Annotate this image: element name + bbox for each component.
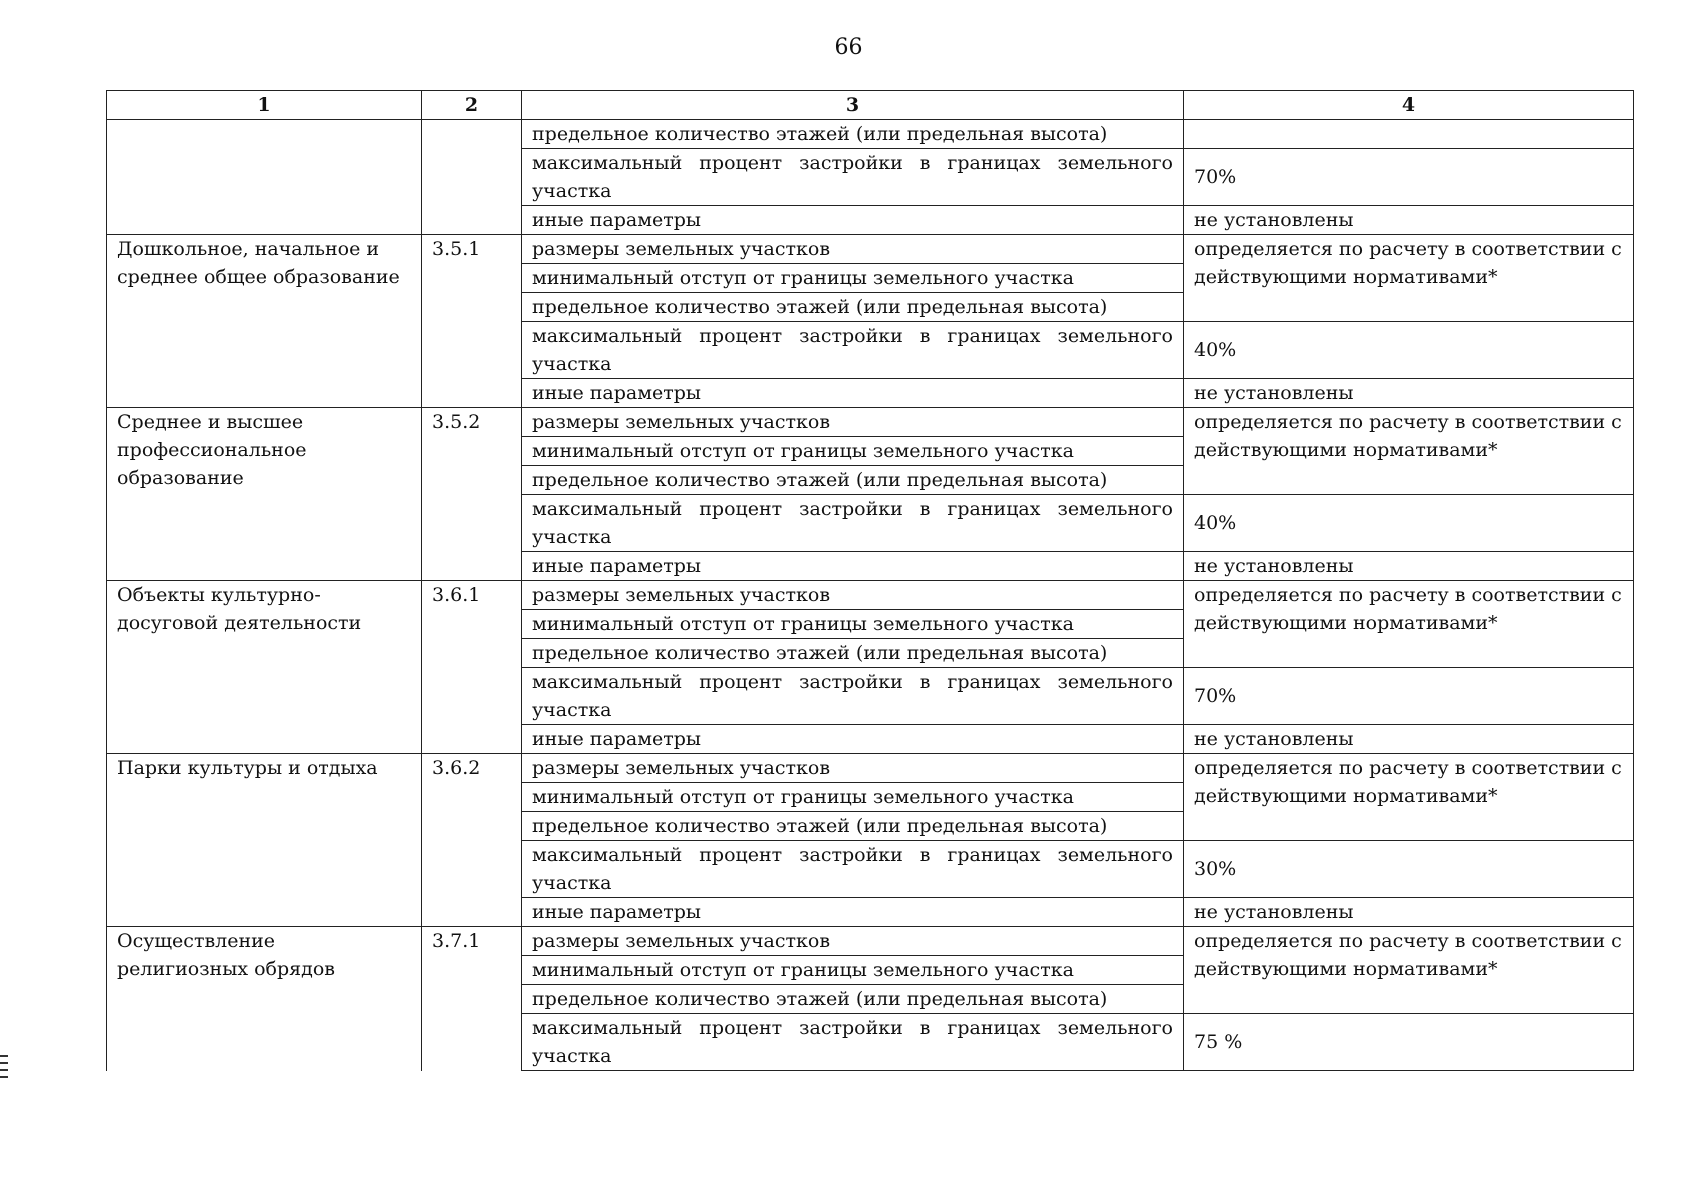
param-cell: максимальный процент застройки в границах земельного участка [522, 841, 1184, 898]
table-row [107, 927, 1634, 956]
value-cell: 40% [1184, 322, 1634, 379]
param-cell: минимальный отступ от границы земельного участка [522, 610, 1184, 639]
column-header: 2 [422, 91, 522, 120]
param-cell: максимальный процент застройки в границах земельного участка [522, 495, 1184, 552]
use-name-cell: Дошкольное, начальное и среднее общее образование [107, 235, 422, 408]
param-cell: предельное количество этажей (или предельная высота) [522, 293, 1184, 322]
param-cell: иные параметры [522, 725, 1184, 754]
column-header: 3 [522, 91, 1184, 120]
param-cell: минимальный отступ от границы земельного участка [522, 956, 1184, 985]
regulations-table [106, 90, 1634, 1071]
param-cell: предельное количество этажей (или предельная высота) [522, 639, 1184, 668]
table-row [107, 408, 1634, 437]
param-cell: минимальный отступ от границы земельного участка [522, 264, 1184, 293]
param-cell: предельное количество этажей (или предельная высота) [522, 466, 1184, 495]
value-cell: определяется по расчету в соответствии с действующими нормативами* [1184, 581, 1634, 668]
use-name-cell: Объекты культурно-досуговой деятельности [107, 581, 422, 754]
table-row [107, 235, 1634, 264]
value-cell: 75 % [1184, 1014, 1634, 1071]
table-row [107, 120, 1634, 149]
value-cell: не установлены [1184, 898, 1634, 927]
param-cell: размеры земельных участков [522, 927, 1184, 956]
param-cell: размеры земельных участков [522, 235, 1184, 264]
use-name-cell: Осуществление религиозных обрядов [107, 927, 422, 1071]
param-cell: иные параметры [522, 898, 1184, 927]
use-name-cell: Среднее и высшее профессиональное образование [107, 408, 422, 581]
value-cell: определяется по расчету в соответствии с действующими нормативами* [1184, 927, 1634, 1014]
param-cell: иные параметры [522, 379, 1184, 408]
use-code-cell [422, 120, 522, 235]
value-cell: определяется по расчету в соответствии с действующими нормативами* [1184, 408, 1634, 495]
param-cell: максимальный процент застройки в границах земельного участка [522, 1014, 1184, 1071]
use-code-cell: 3.6.1 [422, 581, 522, 754]
param-cell: предельное количество этажей (или предельная высота) [522, 985, 1184, 1014]
binding-mark [0, 1069, 8, 1071]
binding-mark [0, 1076, 8, 1078]
value-cell: не установлены [1184, 206, 1634, 235]
value-cell: 40% [1184, 495, 1634, 552]
binding-mark [0, 1055, 8, 1057]
value-cell: не установлены [1184, 379, 1634, 408]
use-code-cell: 3.6.2 [422, 754, 522, 927]
column-header: 1 [107, 91, 422, 120]
binding-mark [0, 1062, 8, 1064]
use-code-cell: 3.5.1 [422, 235, 522, 408]
value-cell: не установлены [1184, 725, 1634, 754]
page-number: 66 [834, 35, 863, 60]
value-cell: не установлены [1184, 552, 1634, 581]
param-cell: минимальный отступ от границы земельного участка [522, 783, 1184, 812]
value-cell [1184, 120, 1634, 149]
param-cell: максимальный процент застройки в границах земельного участка [522, 322, 1184, 379]
header-row [107, 91, 1634, 120]
column-header: 4 [1184, 91, 1634, 120]
value-cell: определяется по расчету в соответствии с действующими нормативами* [1184, 235, 1634, 322]
table-row [107, 581, 1634, 610]
value-cell: 70% [1184, 149, 1634, 206]
param-cell: минимальный отступ от границы земельного участка [522, 437, 1184, 466]
param-cell: размеры земельных участков [522, 408, 1184, 437]
param-cell: иные параметры [522, 552, 1184, 581]
param-cell: предельное количество этажей (или предельная высота) [522, 120, 1184, 149]
param-cell: максимальный процент застройки в границах земельного участка [522, 668, 1184, 725]
use-code-cell: 3.5.2 [422, 408, 522, 581]
table-row [107, 754, 1634, 783]
value-cell: определяется по расчету в соответствии с действующими нормативами* [1184, 754, 1634, 841]
use-code-cell: 3.7.1 [422, 927, 522, 1071]
value-cell: 70% [1184, 668, 1634, 725]
table-body [107, 120, 1634, 1071]
use-name-cell [107, 120, 422, 235]
use-name-cell: Парки культуры и отдыха [107, 754, 422, 927]
param-cell: предельное количество этажей (или предельная высота) [522, 812, 1184, 841]
param-cell: размеры земельных участков [522, 581, 1184, 610]
binding-marks [0, 1055, 12, 1083]
value-cell: 30% [1184, 841, 1634, 898]
param-cell: размеры земельных участков [522, 754, 1184, 783]
param-cell: максимальный процент застройки в границах земельного участка [522, 149, 1184, 206]
param-cell: иные параметры [522, 206, 1184, 235]
